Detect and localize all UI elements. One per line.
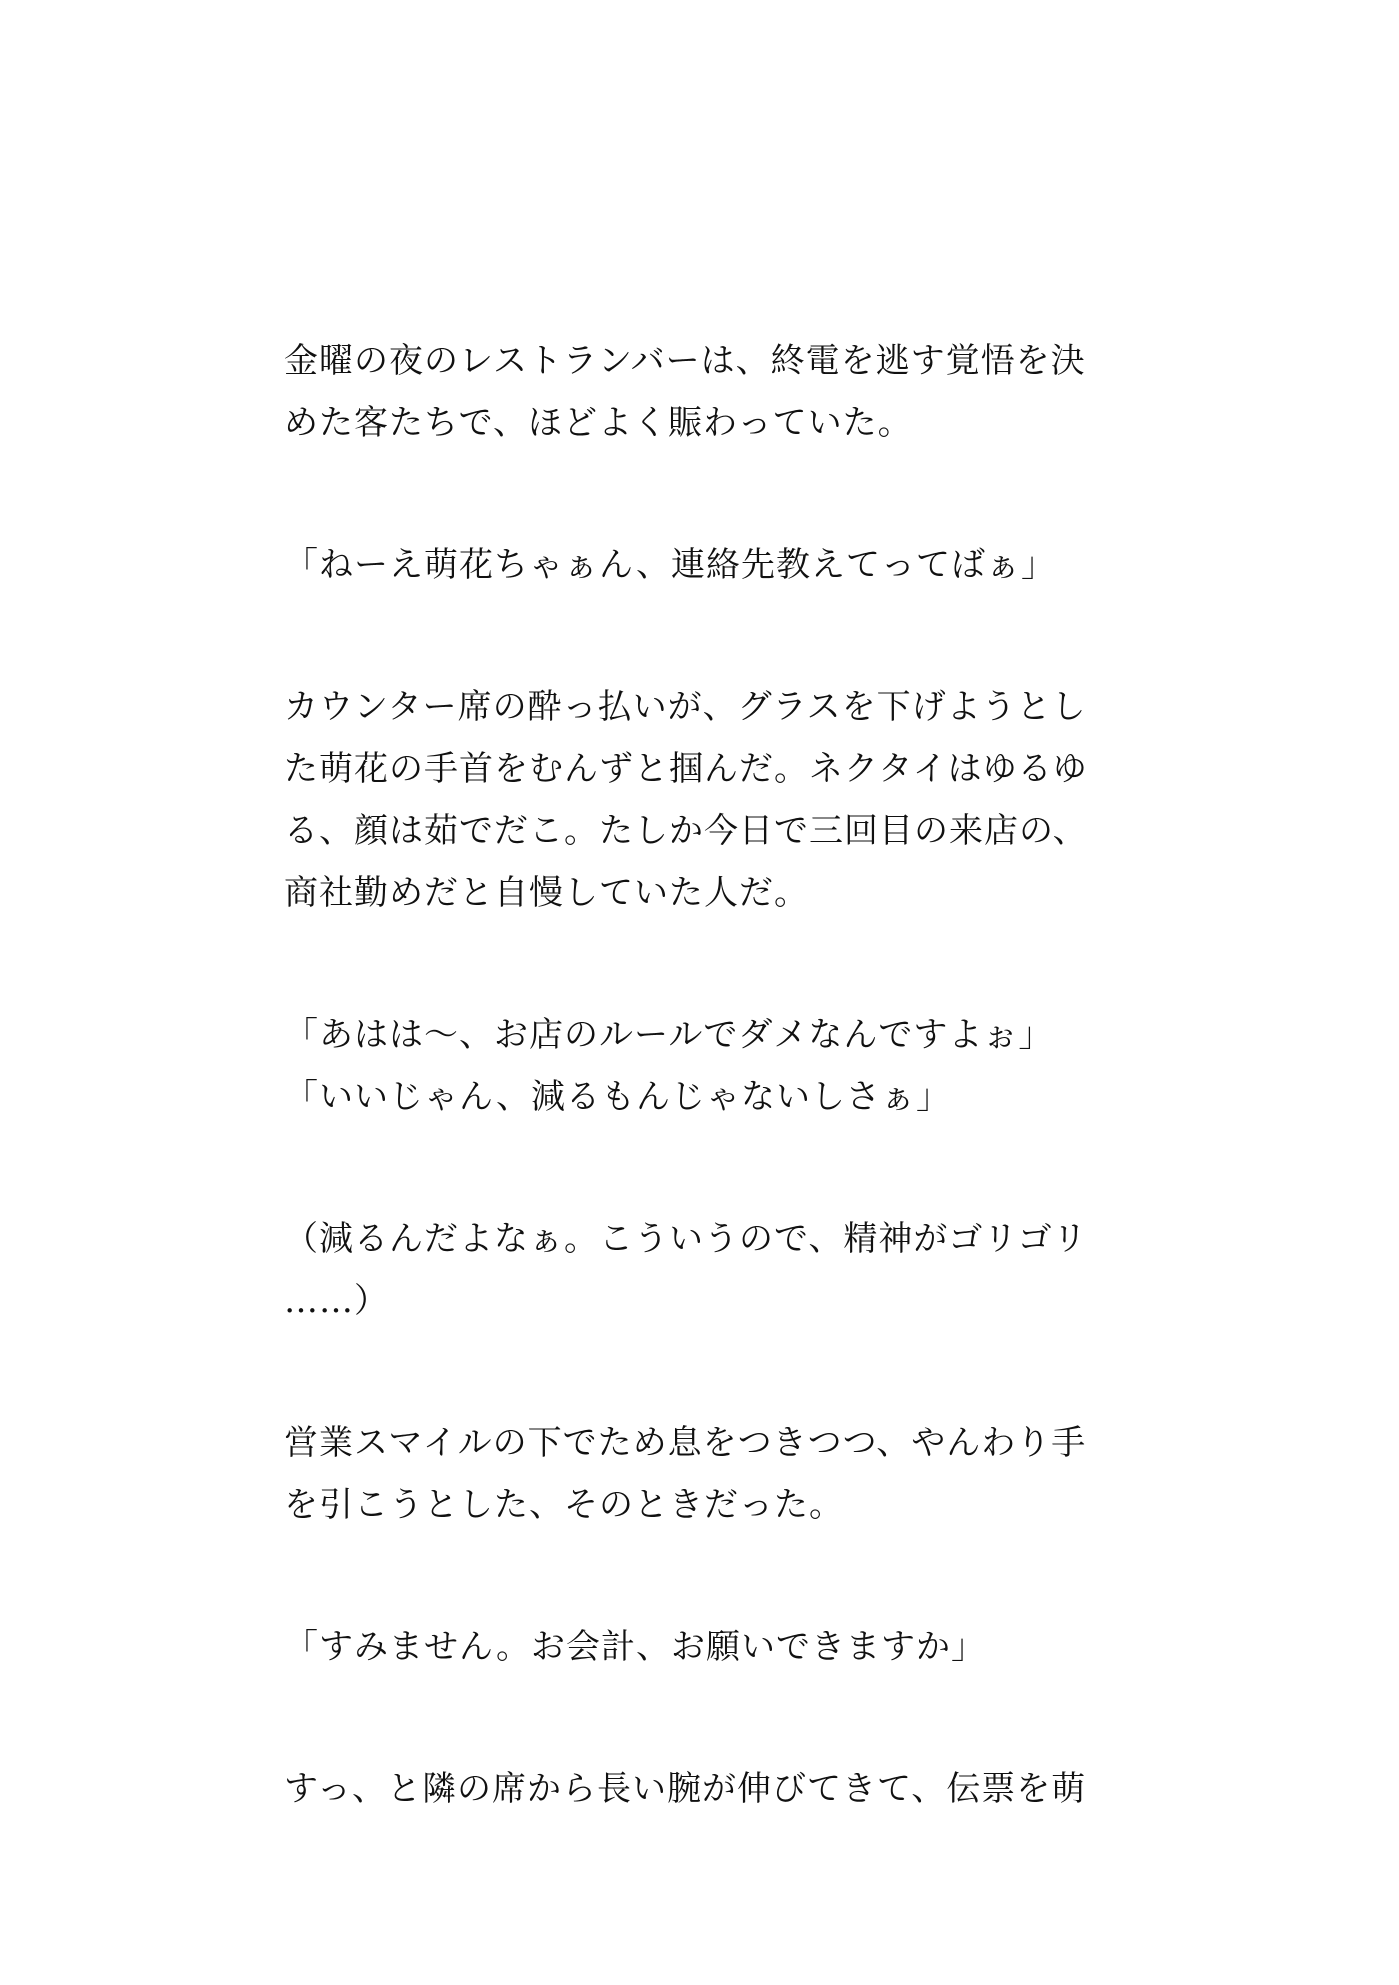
paragraph-spacer (284, 454, 1104, 534)
paragraph-spacer (284, 1536, 1104, 1616)
paragraph-spacer (284, 596, 1104, 676)
text-line: ……） (284, 1281, 389, 1321)
text-line: 営業スマイルの下でため息をつきつつ、やんわり手 (284, 1423, 1087, 1463)
paragraph-spacer (284, 924, 1104, 1004)
paragraph-spacer (284, 1678, 1104, 1758)
paragraph-1 (284, 330, 1104, 454)
paragraph-2 (284, 534, 1104, 596)
paragraph-5 (284, 1208, 1104, 1332)
body-text (284, 330, 1104, 1820)
paragraph-4 (284, 1004, 1104, 1128)
text-line: を引こうとした、そのときだった。 (284, 1485, 844, 1525)
paragraph-3 (284, 676, 1104, 924)
text-line: た萌花の手首をむんずと掴んだ。ネクタイはゆるゆ (284, 749, 1088, 789)
paragraph-6 (284, 1412, 1104, 1536)
text-line: めた客たちで、ほどよく賑わっていた。 (284, 403, 913, 443)
paragraph-spacer (284, 1128, 1104, 1208)
text-line: 商社勤めだと自慢していた人だ。 (284, 873, 809, 913)
text-line: 金曜の夜のレストランバーは、終電を逃す覚悟を決 (284, 341, 1086, 381)
paragraph-spacer (284, 1332, 1104, 1412)
text-line: カウンター席の酔っ払いが、グラスを下げようとし (284, 687, 1087, 727)
text-line: 「すみません。お会計、お願いできますか」 (284, 1627, 987, 1667)
paragraph-8 (284, 1758, 1104, 1820)
text-line: すっ、と隣の席から長い腕が伸びてきて、伝票を萌 (284, 1769, 1087, 1809)
paragraph-7 (284, 1616, 1104, 1678)
text-line: 「いいじゃん、減るもんじゃないしさぁ」 (284, 1077, 952, 1117)
text-line: る、顔は茹でだこ。たしか今日で三回目の来店の、 (284, 811, 1088, 851)
text-line: 「ねーえ萌花ちゃぁん、連絡先教えてってばぁ」 (284, 545, 1057, 585)
text-line: （減るんだよなぁ。こういうので、精神がゴリゴリ (284, 1219, 1088, 1259)
text-line: 「あはは〜、お店のルールでダメなんですよぉ」 (284, 1015, 1054, 1055)
